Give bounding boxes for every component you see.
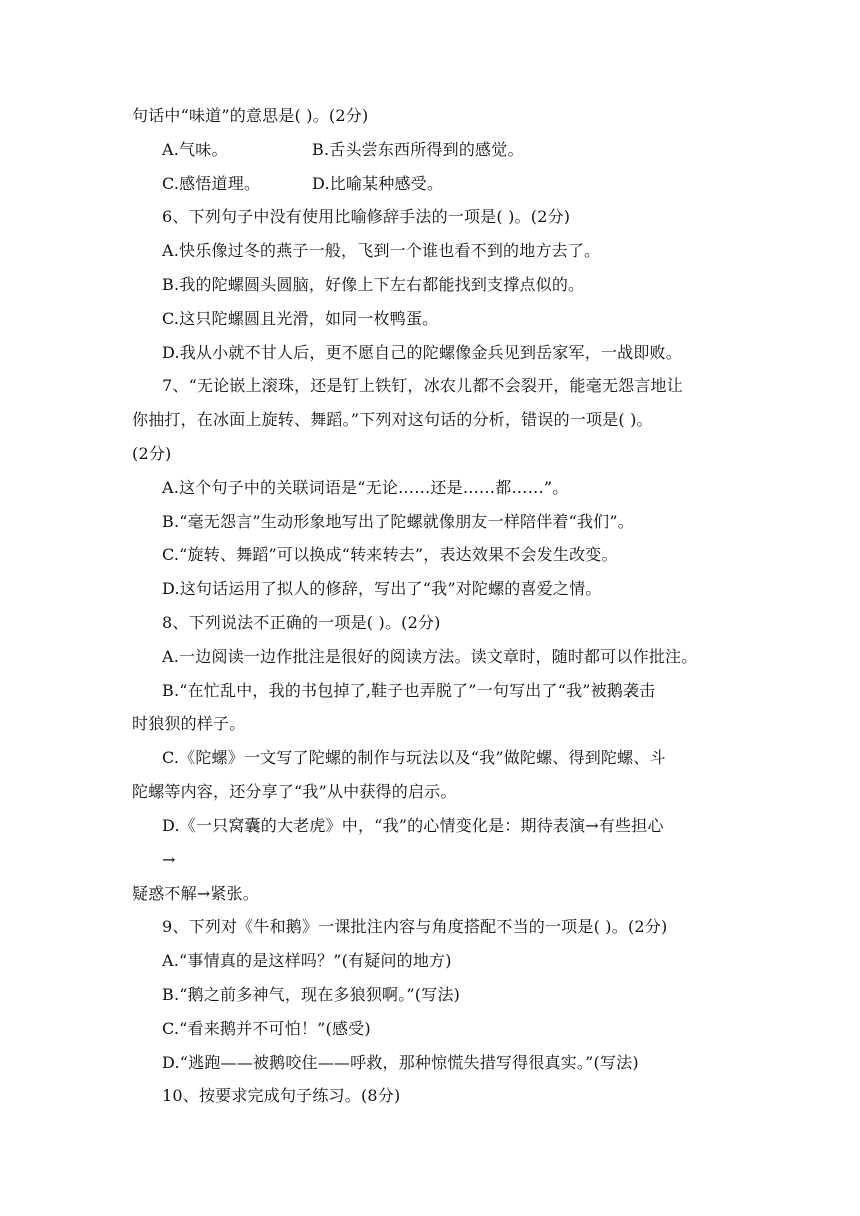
- question-8-stem: 8、下列说法不正确的一项是( )。(2分): [162, 613, 441, 632]
- q6-option-c: C.这只陀螺圆且光滑，如同一枚鸭蛋。: [162, 309, 439, 328]
- question-9-stem: 9、下列对《牛和鹅》一课批注内容与角度搭配不当的一项是( )。(2分): [162, 917, 668, 936]
- q8-option-b-line1: B.“在忙乱中，我的书包掉了,鞋子也弄脱了”一句写出了“我”被鹅袭击: [162, 681, 656, 700]
- question-7-stem-line1: 7、“无论嵌上滚珠，还是钉上铁钉，冰农儿都不会裂开，能毫无怨言地让: [162, 376, 683, 395]
- q8-option-c-line2: 陀螺等内容，还分享了“我”从中获得的启示。: [132, 782, 457, 801]
- option-a: [162, 140, 722, 160]
- q8-option-d-line2: 疑惑不解→紧张。: [132, 884, 260, 903]
- q8-option-d-line1: D.《一只窝囊的大老虎》中，“我”的心情变化是：期待表演→有些担心: [162, 816, 664, 835]
- q7-option-d: D.这句话运用了拟人的修辞，写出了“我”对陀螺的喜爱之情。: [162, 579, 602, 598]
- option-c: [162, 174, 722, 194]
- option-d-text: D.比喻某种感受。: [312, 174, 444, 193]
- option-b-text: B.舌头尝东西所得到的感觉。: [312, 140, 524, 159]
- question-10-stem: 10、按要求完成句子练习。(8分): [162, 1086, 401, 1105]
- q7-option-c: C.“旋转、舞蹈”可以换成“转来转去”，表达效果不会发生改变。: [162, 545, 618, 564]
- q9-option-b: B.“鹅之前多神气，现在多狼狈啊。”(写法): [162, 985, 461, 1004]
- question-6-stem: 6、下列句子中没有使用比喻修辞手法的一项是( )。(2分): [162, 207, 571, 226]
- option-c-text: C.感悟道理。: [162, 174, 261, 193]
- q6-option-b: B.我的陀螺圆头圆脑，好像上下左右都能找到支撑点似的。: [162, 275, 585, 294]
- question-7-points: (2分): [132, 444, 172, 463]
- q9-option-c: C.“看来鹅并不可怕！”(感受): [162, 1019, 371, 1038]
- q9-option-d: D.“逃跑——被鹅咬住——呼救，那种惊慌失措写得很真实。”(写法): [162, 1053, 639, 1072]
- q6-option-d: D.我从小就不甘人后，更不愿自己的陀螺像金兵见到岳家军，一战即败。: [162, 343, 682, 362]
- q8-option-c-line1: C.《陀螺》一文写了陀螺的制作与玩法以及“我”做陀螺、得到陀螺、斗: [162, 748, 666, 767]
- question-5-stem-tail: 句话中“味道”的意思是( )。(2分): [132, 106, 369, 125]
- question-7-stem-line2: 你抽打，在冰面上旋转、舞蹈。”下列对这句话的分析，错误的一项是( )。: [132, 410, 653, 429]
- q7-option-b: B.“毫无怨言”生动形象地写出了陀螺就像朋友一样陪伴着“我们”。: [162, 512, 634, 531]
- q8-option-a: A.一边阅读一边作批注是很好的阅读方法。读文章时，随时都可以作批注。: [162, 647, 698, 666]
- q6-option-a: A.快乐像过冬的燕子一般，飞到一个谁也看不到的地方去了。: [162, 241, 601, 260]
- q8-option-d-arrow: →: [162, 850, 176, 869]
- q7-option-a: A.这个句子中的关联词语是“无论……还是……都……”。: [162, 478, 569, 497]
- q8-option-b-line2: 时狼狈的样子。: [132, 714, 246, 733]
- q9-option-a: A.“事情真的是这样吗？”(有疑问的地方): [162, 951, 452, 970]
- option-a-text: A.气味。: [162, 140, 228, 159]
